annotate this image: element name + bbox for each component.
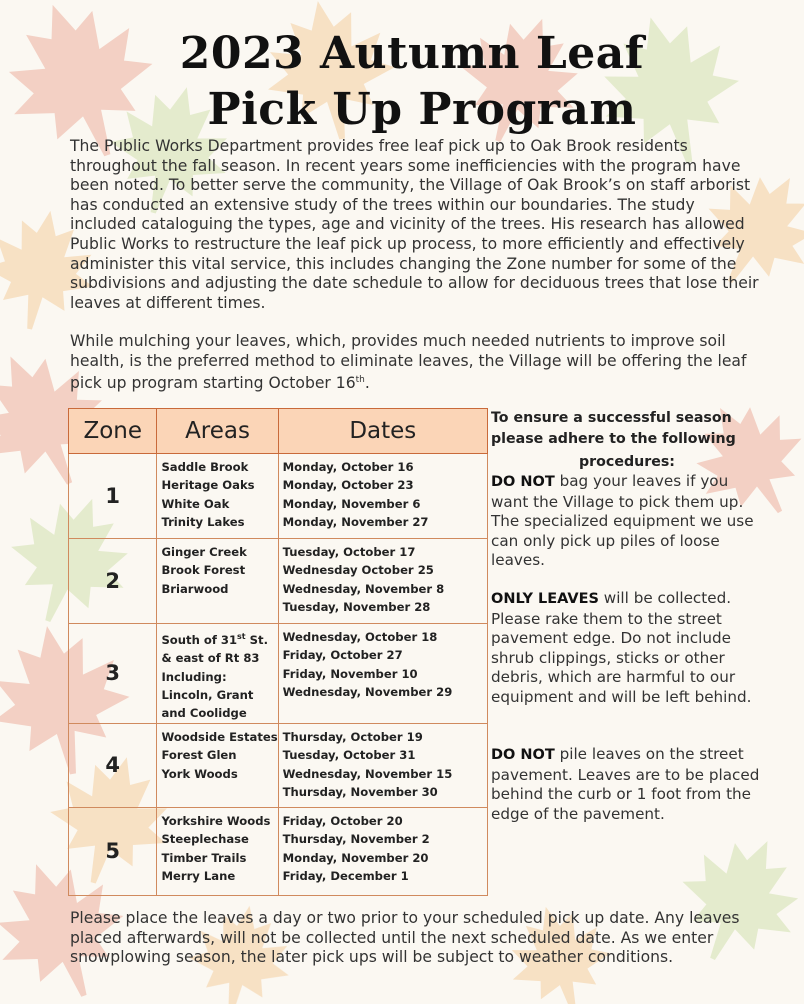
area-name: Saddle Brook (161, 460, 249, 474)
title-line-1: 2023 Autumn Leaf (179, 28, 645, 79)
procedure-only-leaves (491, 589, 763, 707)
pickup-date: Monday, November 20 (282, 850, 429, 865)
procedure-no-street-piles (491, 745, 763, 824)
areas-cell (157, 624, 278, 724)
dates-cell (278, 454, 487, 539)
table-row (69, 624, 488, 724)
area-name: Trinity Lakes (161, 515, 245, 530)
procedure-no-bags (491, 472, 763, 571)
areas-cell (157, 539, 278, 624)
area-name: Woodside Estates (161, 729, 278, 744)
area-suffix: St. (245, 632, 268, 647)
area-ordinal: st (237, 632, 246, 641)
pickup-date: Monday, November 27 (282, 515, 429, 530)
area-name: Forest Glen (161, 748, 237, 763)
table-row (69, 807, 488, 895)
area-name: Steeplechase (161, 832, 249, 847)
pickup-date: Thursday, November 2 (282, 832, 430, 847)
table-row (69, 723, 488, 807)
area-name: Timber Trails (161, 850, 247, 865)
area-name: York Woods (161, 766, 238, 781)
areas-cell (157, 807, 278, 895)
header-areas: Areas (157, 409, 278, 454)
pickup-date: Friday, October 27 (282, 648, 403, 663)
ordinal-suffix: th (355, 375, 365, 386)
pickup-date: Wednesday, November 15 (282, 766, 453, 781)
areas-cell (157, 454, 278, 539)
procedure-text: pile leaves on the street pavement. Leaves are to be placed behind the curb or 1 foot from the edge of the pavement. (491, 745, 760, 823)
header-zone: Zone (69, 409, 157, 454)
area-name: Including: (161, 669, 227, 684)
pickup-date: Friday, November 10 (282, 666, 418, 681)
procedure-keyword: DO NOT (491, 747, 555, 763)
zone-number: 1 (69, 454, 157, 539)
area-name: Briarwood (161, 581, 229, 596)
pickup-date: Tuesday, October 31 (282, 748, 416, 763)
procedure-keyword: ONLY LEAVES (491, 591, 599, 607)
area-prefix: South of 31 (161, 632, 238, 647)
dates-cell (278, 807, 487, 895)
pickup-schedule-table (68, 408, 488, 896)
title-line-2: Pick Up Program (207, 84, 637, 135)
pickup-date: Thursday, October 19 (282, 729, 423, 744)
area-name: & east of Rt 83 (161, 651, 260, 666)
closing-paragraph: Please place the leaves a day or two prior to your scheduled pick up date. Any leaves placed afterwards, will not be collected until the next scheduled date. As we enter snowplowing season, the later pick ups will be subject to weather conditions. (70, 909, 740, 967)
pickup-date: Friday, October 20 (282, 813, 403, 828)
procedures-heading-text: To ensure a successful season please adhere to the following (491, 410, 736, 447)
table-row (69, 454, 488, 539)
area-name (161, 628, 277, 649)
area-name: Merry Lane (161, 869, 236, 884)
area-name: Heritage Oaks (161, 478, 255, 493)
intro-paragraph-2-text: While mulching your leaves, which, provides much needed nutrients to improve soil health, is the preferred method to eliminate leaves, the Village will be offering the leaf pick up program starting October 16 (70, 332, 747, 393)
procedures-heading-end: procedures: (579, 454, 675, 470)
dates-cell (278, 539, 487, 624)
header-dates: Dates (278, 409, 487, 454)
procedure-text: will be collected. Please rake them to the street pavement edge. Do not include shrub clippings, sticks or other debris, which are harmful to our equipment and will be left behind. (491, 589, 752, 706)
pickup-date: Friday, December 1 (282, 869, 409, 884)
pickup-date: Wednesday October 25 (282, 563, 434, 578)
zone-number: 3 (69, 624, 157, 724)
dates-cell (278, 624, 487, 724)
procedure-text: bag your leaves if you want the Village to pick them up. The specialized equipment we use can only pick up piles of loose leaves. (491, 472, 754, 569)
zone-number: 4 (69, 723, 157, 807)
table-header-row (69, 409, 488, 454)
area-name: and Coolidge (161, 706, 247, 721)
pickup-date: Monday, October 23 (282, 478, 414, 493)
pickup-date: Tuesday, November 28 (282, 600, 431, 615)
area-name: Brook Forest (161, 563, 246, 578)
procedures-heading (491, 408, 763, 473)
pickup-date: Thursday, November 30 (282, 785, 438, 800)
procedure-keyword: DO NOT (491, 474, 555, 490)
pickup-date: Wednesday, November 29 (282, 685, 453, 700)
intro-paragraph-1: The Public Works Department provides free leaf pick up to Oak Brook residents throughout the fall season. In recent years some inefficiencies with the program have been noted. To better serve the community, the Village of Oak Brook’s on staff arborist has conducted an extensive study of the trees within our boundaries. The study included cataloguing the types, age and vicinity of the trees. His research has allowed Public Works to restructure the leaf pick up process, to more efficiently and effectively administer this vital service, this includes changing the Zone number for some of the subdivisions and adjusting the date schedule to allow for deciduous trees that lose their leaves at different times. (70, 137, 759, 312)
area-name: Lincoln, Grant (161, 688, 254, 703)
pickup-date: Wednesday, November 8 (282, 581, 445, 596)
zone-number: 5 (69, 807, 157, 895)
table-row (69, 539, 488, 624)
pickup-date: Monday, November 6 (282, 496, 421, 511)
area-name: Yorkshire Woods (161, 813, 271, 828)
zone-number: 2 (69, 539, 157, 624)
area-name: Ginger Creek (161, 545, 247, 559)
intro-paragraph-2 (70, 332, 766, 394)
pickup-date: Tuesday, October 17 (282, 545, 416, 559)
pickup-date: Wednesday, October 18 (282, 630, 438, 644)
dates-cell (278, 723, 487, 807)
pickup-date: Monday, October 16 (282, 460, 414, 474)
areas-cell (157, 723, 278, 807)
intro-paragraph-2-end: . (364, 374, 370, 393)
area-name: White Oak (161, 496, 230, 511)
